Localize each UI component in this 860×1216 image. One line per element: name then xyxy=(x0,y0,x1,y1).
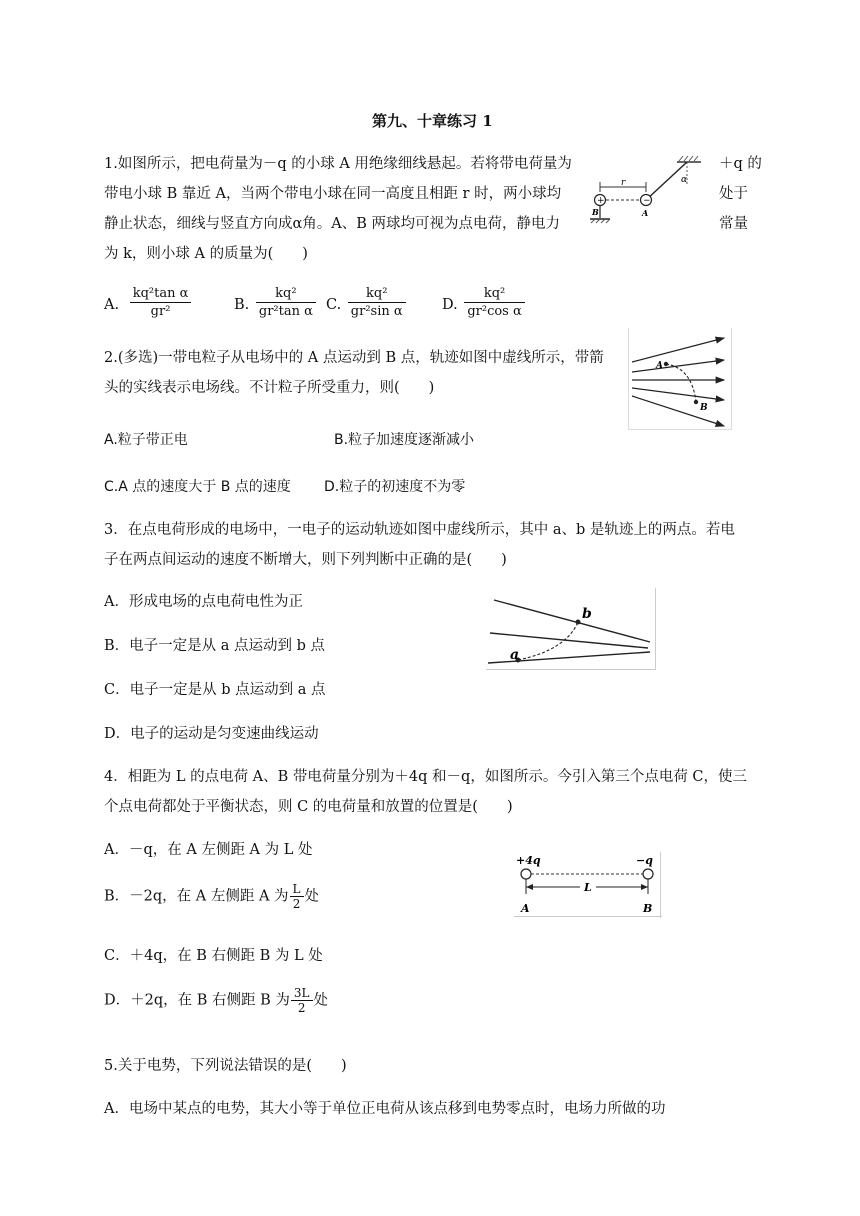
q2-fig-label-b: B xyxy=(700,403,708,413)
q1-option-c[interactable]: C. $\frac{\text{kq²}}{\text{gr²sin α}}$ xyxy=(326,285,408,320)
q4-fig-label-b: B xyxy=(643,902,653,915)
q5-text-line1: 5.关于电势，下列说法错误的是( ) xyxy=(104,1058,347,1074)
q2-fig-label-a: A xyxy=(656,361,663,371)
q2-text-line1: 2.(多选)一带电粒子从电场中的 A 点运动到 B 点，轨迹如图中虚线所示，带箭 xyxy=(104,350,604,366)
q1-fig-label-a: A xyxy=(642,208,649,218)
q1-fig-alpha: α xyxy=(681,175,688,185)
q3-option-b[interactable]: B．电子一定是从 a 点运动到 b 点 xyxy=(104,638,326,654)
q4-option-c[interactable]: C．＋4q，在 B 右侧距 B 为 L 处 xyxy=(104,948,323,964)
q2-text-line2: 头的实线表示电场线。不计粒子所受重力，则( ) xyxy=(104,380,435,396)
q4-text-line2: 个点电荷都处于平衡状态，则 C 的电荷量和放置的位置是( ) xyxy=(104,799,513,815)
q3-option-a[interactable]: A．形成电场的点电荷电性为正 xyxy=(104,594,303,610)
q1-option-d[interactable]: D. $\frac{\text{kq²}}{\text{gr²cos α}}$ xyxy=(442,285,527,320)
q5-option-a[interactable]: A．电场中某点的电势，其大小等于单位正电荷从该点移到电势零点时，电场力所做的功 xyxy=(104,1101,666,1117)
q4-fig-label-a: A xyxy=(521,902,530,915)
q4-fig-charge-a: +4q xyxy=(516,854,541,867)
q1-text-line2-tail: 处于 xyxy=(719,186,748,202)
q1-text-line3: 静止状态，细线与竖直方向成α角。A、B 两球均可视为点电荷，静电力 xyxy=(104,216,561,232)
page-title: 第九、十章练习 1 xyxy=(372,112,493,130)
q2-option-b[interactable]: B.粒子加速度逐渐减小 xyxy=(334,432,475,448)
q1-text-line2: 带电小球 B 靠近 A，当两个带电小球在同一高度且相距 r 时，两小球均 xyxy=(104,186,562,202)
q2-figure xyxy=(628,328,732,430)
q3-option-c[interactable]: C．电子一定是从 b 点运动到 a 点 xyxy=(104,682,326,698)
q2-option-c[interactable]: C.A 点的速度大于 B 点的速度 xyxy=(104,479,291,495)
q4-fig-ball-b xyxy=(643,869,653,879)
q1-figure xyxy=(585,152,710,224)
q3-text-line1: 3．在点电荷形成的电场中，一电子的运动轨迹如图中虚线所示，其中 a、b 是轨迹上的两点。若电 xyxy=(104,522,735,538)
svg-text:−: − xyxy=(643,196,651,206)
q1-option-a[interactable]: A. $\frac{\text{kq²tan α}}{\text{gr²}}$ xyxy=(104,285,193,320)
q4-option-d[interactable]: D．＋2q，在 B 右侧距 B 为 $\frac{3L}{2}$ 处 xyxy=(104,986,328,1015)
q1-option-b[interactable]: B. $\frac{\text{kq²}}{\text{gr²tan α}}$ xyxy=(234,285,318,320)
q3-text-line2: 子在两点间运动的速度不断增大，则下列判断中正确的是( ) xyxy=(104,552,507,568)
q4-fig-charge-b: −q xyxy=(636,854,653,867)
q4-fig-l: L xyxy=(584,881,592,894)
q3-figure xyxy=(486,588,656,670)
q4-fig-ball-a xyxy=(521,869,531,879)
q1-fig-r: r xyxy=(621,178,626,188)
q3-option-d[interactable]: D．电子的运动是匀变速曲线运动 xyxy=(104,726,319,742)
q3-fig-label-a: a xyxy=(510,647,520,663)
q4-option-b[interactable]: B．－2q，在 A 左侧距 A 为 $\frac{L}{2}$ 处 xyxy=(104,882,320,911)
q2-option-a[interactable]: A.粒子带正电 xyxy=(104,432,188,448)
q1-text-line3-tail: 常量 xyxy=(719,216,748,232)
svg-text:+: + xyxy=(597,196,605,206)
q1-text-line1-tail: ＋q 的 xyxy=(719,156,762,172)
q4-figure xyxy=(512,852,662,918)
q3-fig-label-b: b xyxy=(582,606,592,622)
q4-text-line1: 4．相距为 L 的点电荷 A、B 带电荷量分别为＋4q 和－q，如图所示。今引入第三个点电荷 C，使三 xyxy=(104,769,748,785)
q2-option-d[interactable]: D.粒子的初速度不为零 xyxy=(324,479,466,495)
q4-option-a[interactable]: A．－q，在 A 左侧距 A 为 L 处 xyxy=(104,842,313,858)
q1-text-line4: 为 k，则小球 A 的质量为( ) xyxy=(104,246,308,262)
q1-fig-label-b: B xyxy=(592,207,599,217)
q1-text-line1: 1.如图所示，把电荷量为－q 的小球 A 用绝缘细线悬起。若将带电荷量为 xyxy=(104,156,572,172)
